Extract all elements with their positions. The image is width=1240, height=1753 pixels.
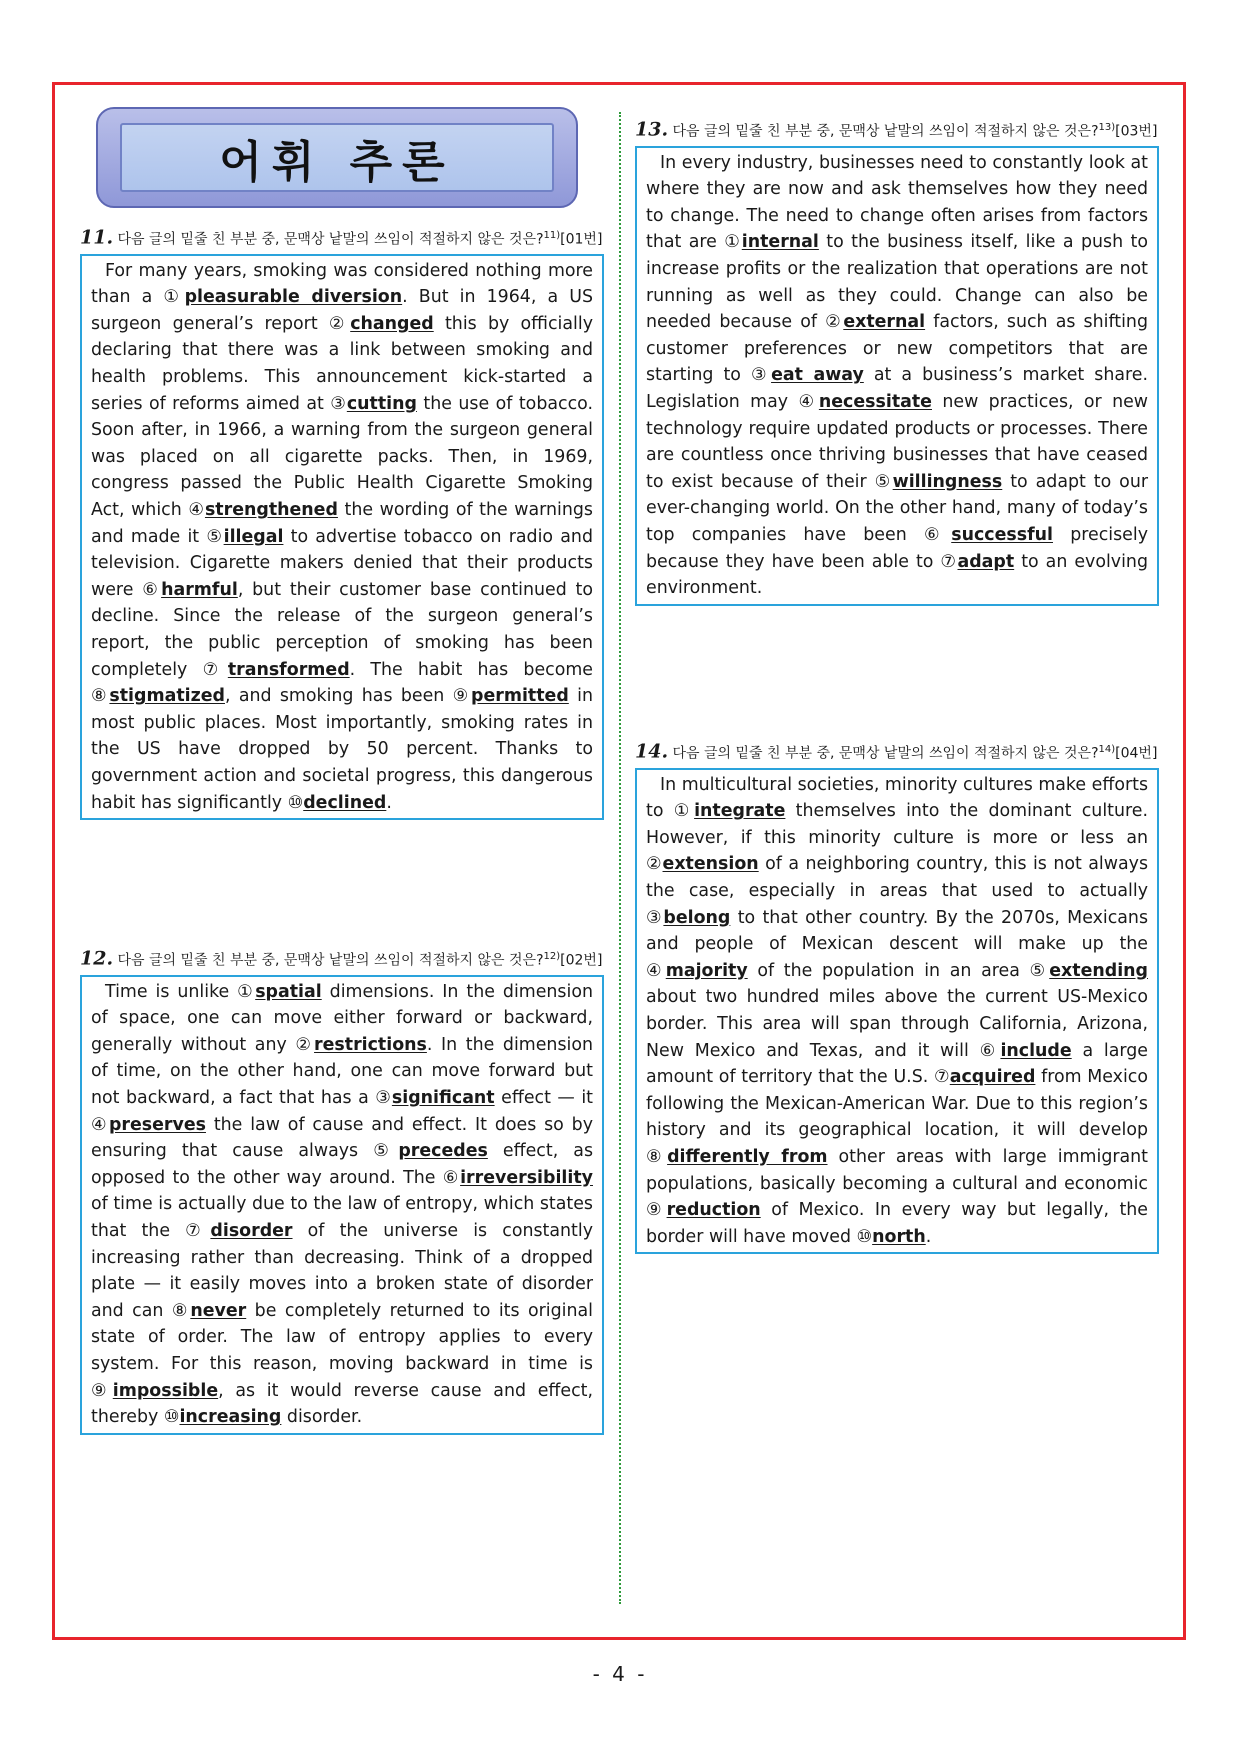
passage-segment: ⑦ [202,659,228,680]
passage-segment: , as it would reverse cause and effect, thereby [91,1380,593,1428]
passage-segment: ⑤ [1029,960,1050,981]
passage-segment: For many years, smoking was considered nothing more than a [91,260,593,308]
section-banner-inner [120,123,554,192]
passage-segment: ⑤ [874,471,893,492]
underlined-keyword: external [843,312,926,333]
passage-box [635,146,1159,606]
passage-segment: ⑩ [287,792,304,813]
passage-segment: to the business itself, like a push to increase profits or the realization that operations are not running as well as they could. Change can also be needed because of [646,232,1148,333]
underlined-keyword: extending [1049,960,1148,981]
passage-text [646,775,1148,1247]
passage-segment: the law of cause and effect. It does so by ensuring that cause always [91,1114,594,1162]
underlined-keyword: changed [350,313,434,334]
passage-segment: to advertise tobacco on radio and television. Cigarette makers denied that their products were [91,526,593,600]
passage-segment: ⑦ [940,551,958,572]
passage-segment: new practices, or new technology require updated products or processes. There are countless once thriving businesses that have ceased to exist because of their [646,392,1149,492]
passage-segment: ⑧ [646,1146,668,1167]
footnote-mark: 11) [543,230,561,241]
underlined-keyword: north [872,1226,926,1247]
passage-segment: ④ [798,392,819,412]
passage-segment: , and smoking has been [224,686,453,707]
passage-box [635,768,1159,1255]
passage-segment: ② [825,312,844,333]
passage-segment: ⑥ [142,579,162,600]
passage-segment: ① [724,232,742,253]
underlined-keyword: acquired [949,1067,1036,1088]
passage-segment: ① [673,801,695,822]
underlined-keyword: significant [391,1088,495,1109]
underlined-keyword: restrictions [314,1034,427,1055]
footnote-mark: 13) [1098,122,1116,133]
question-header [635,118,1159,142]
underlined-keyword: harmful [161,579,238,600]
column-divider [619,112,621,1604]
passage-segment: themselves into the dominant culture. However, if this minority culture is more or less an [646,801,1148,848]
section-title: 어휘 추론 [219,136,455,188]
passage-segment: precisely because they have been able to [646,524,1148,572]
question-header [635,740,1159,764]
question-header [80,226,604,250]
passage-segment: . The habit has become [349,659,593,680]
passage-segment: ⑦ [185,1221,211,1241]
underlined-keyword: permitted [471,686,569,707]
passage-segment: ② [328,313,351,334]
passage-segment: effect, as opposed to the other way around. The [91,1141,594,1188]
passage-segment: dimensions. In the dimension of space, one can move either forward or backward, generally without any [91,981,593,1055]
passage-segment: ⑥ [442,1167,461,1188]
passage-box [80,975,604,1435]
passage-segment: . [925,1226,932,1247]
underlined-keyword: spatial [255,981,322,1002]
question-prompt: 다음 글의 밑줄 친 부분 중, 문맥상 낱말의 쓰임이 적절하지 않은 것은? [117,952,544,969]
passage-segment: ⑥ [979,1040,1001,1061]
underlined-keyword: impossible [112,1380,219,1401]
passage-segment: ⑨ [646,1200,667,1221]
passage-segment: ⑨ [91,1380,113,1401]
underlined-keyword: adapt [957,551,1015,572]
underlined-keyword: extension [662,854,759,875]
passage-segment: ⑧ [171,1300,191,1321]
question-code: [02번] [560,952,603,969]
passage-segment: ④ [91,1114,109,1135]
underlined-keyword: disorder [210,1221,293,1241]
footnote-mark: 14) [1098,744,1116,755]
passage-segment: In every industry, businesses need to constantly look at where they are now and ask themselves how they need to change. The need to change often arises from factors that are [646,152,1148,253]
underlined-keyword: never [190,1300,247,1321]
passage-segment: ⑤ [206,526,224,547]
passage-segment: ⑩ [856,1226,873,1247]
passage-box [80,254,604,820]
question-code: [03번] [1115,123,1158,140]
passage-segment: , but their customer base continued to decline. Since the release of the surgeon general’s report, the public perception of smoking has been completely [91,579,594,680]
passage-segment: ⑧ [91,686,110,707]
passage-segment: ④ [646,960,666,981]
passage-segment: be completely returned to its original state of order. The law of entropy applies to every system. For this reason, moving backward in time is [91,1300,593,1374]
passage-text [91,982,593,1428]
footnote-mark: 12) [543,951,561,962]
passage-segment: In multicultural societies, minority cultures make efforts to [646,774,1148,822]
section-banner [96,107,578,208]
passage-segment: to an evolving environment. [646,551,1148,599]
passage-segment: in most public places. Most importantly, smoking rates in the US have dropped by 50 percent. Thanks to government action and societal progress, this dangerous habit has significantly [91,686,593,813]
underlined-keyword: eat away [771,365,864,386]
question-12 [80,947,604,1435]
passage-segment: the wording of the warnings and made it [91,500,593,547]
underlined-keyword: necessitate [818,392,932,412]
underlined-keyword: willingness [892,471,1003,492]
passage-segment: other areas with large immigrant populations, basically becoming a cultural and economic [646,1146,1149,1194]
question-code: [04번] [1115,745,1158,762]
underlined-keyword: declined [303,792,387,813]
passage-segment: ⑩ [163,1407,180,1428]
question-code: [01번] [560,231,603,248]
underlined-keyword: differently from [667,1146,828,1167]
passage-segment: . [386,792,392,813]
passage-text [646,153,1148,599]
question-11 [80,226,604,820]
passage-segment: ⑨ [452,686,472,707]
passage-segment: of Mexico. In every way but legally, the border will have moved [646,1200,1149,1247]
underlined-keyword: internal [741,232,819,253]
passage-segment: Time is unlike [105,981,238,1002]
passage-segment: ③ [646,907,664,928]
question-number: 13. [635,118,669,141]
underlined-keyword: majority [665,960,748,981]
question-header [80,947,604,971]
passage-segment: ② [295,1034,315,1055]
passage-text [91,261,593,813]
question-13 [635,118,1159,606]
underlined-keyword: precedes [398,1141,488,1162]
passage-segment: a large amount of territory that the U.S. [646,1040,1148,1088]
question-number: 12. [80,947,114,970]
underlined-keyword: illegal [223,526,284,547]
underlined-keyword: reduction [666,1200,761,1221]
passage-segment: from Mexico following the Mexican-American War. Due to this region’s history and its geographical location, it will develop [646,1067,1148,1141]
question-number: 11. [80,226,114,249]
passage-segment: factors, such as shifting customer preferences or new competitors that are starting to [646,312,1148,386]
underlined-keyword: transformed [227,659,350,680]
passage-segment: ⑦ [933,1067,950,1088]
passage-segment: ③ [750,365,772,386]
passage-segment: ④ [188,500,205,520]
passage-segment: to that other country. By the 2070s, Mexicans and people of Mexican descent will make up the [646,907,1149,955]
passage-segment: disorder. [281,1407,363,1428]
question-prompt: 다음 글의 밑줄 친 부분 중, 문맥상 낱말의 쓰임이 적절하지 않은 것은? [117,231,544,248]
passage-segment: about two hundred miles above the current US-Mexico border. This area will span through California, Arizona, New Mexico and Texas, and it will [646,987,1148,1061]
question-14 [635,740,1159,1254]
underlined-keyword: successful [951,524,1053,545]
passage-segment: ⑥ [923,524,952,545]
underlined-keyword: stigmatized [109,686,225,707]
question-prompt: 다음 글의 밑줄 친 부분 중, 문맥상 낱말의 쓰임이 적절하지 않은 것은? [672,123,1099,140]
passage-segment: . But in 1964, a US surgeon general’s report [91,287,594,334]
passage-segment: to adapt to our ever-changing world. On the other hand, many of today’s top companies have been [646,471,1148,545]
passage-segment: ⑤ [373,1141,399,1162]
underlined-keyword: pleasurable diversion [184,287,403,308]
passage-segment: of the population in an area [747,960,1030,981]
passage-segment: . In the dimension of time, on the other hand, one can move forward but not backward, a fact that has a [91,1034,594,1109]
passage-segment: ① [163,287,185,308]
underlined-keyword: integrate [694,801,786,822]
underlined-keyword: irreversibility [460,1167,593,1188]
passage-segment: ③ [375,1088,392,1109]
passage-segment: effect — it [494,1088,593,1109]
passage-segment: of a neighboring country, this is not always the case, especially in areas that used to actually [646,854,1148,902]
underlined-keyword: increasing [179,1407,282,1428]
passage-segment: ② [646,854,663,875]
underlined-keyword: belong [663,907,731,928]
question-prompt: 다음 글의 밑줄 친 부분 중, 문맥상 낱말의 쓰임이 적절하지 않은 것은? [672,745,1099,762]
underlined-keyword: cutting [346,393,417,414]
page-number: - 4 - [592,1662,648,1686]
underlined-keyword: include [1000,1040,1072,1061]
underlined-keyword: preserves [108,1114,206,1135]
passage-segment: the use of tobacco. Soon after, in 1966, a warning from the surgeon general was placed on all cigarette packs. Then, in 1969, congress passed the Public Health Cigarette Smoking Act, which [91,393,594,520]
passage-segment: ③ [330,393,347,414]
passage-segment: of time is actually due to the law of entropy, which states that the [91,1194,593,1241]
passage-segment: at a business’s market share. Legislation may [646,365,1148,412]
passage-segment: of the universe is constantly increasing rather than decreasing. Think of a dropped plate — it easily moves into a broken state of disorder and can [91,1221,593,1321]
question-number: 14. [635,740,669,763]
underlined-keyword: strengthened [204,500,338,520]
passage-segment: ① [237,981,256,1002]
passage-segment: this by officially declaring that there was a link between smoking and health problems. This announcement kick-started a series of reforms aimed at [91,313,594,414]
